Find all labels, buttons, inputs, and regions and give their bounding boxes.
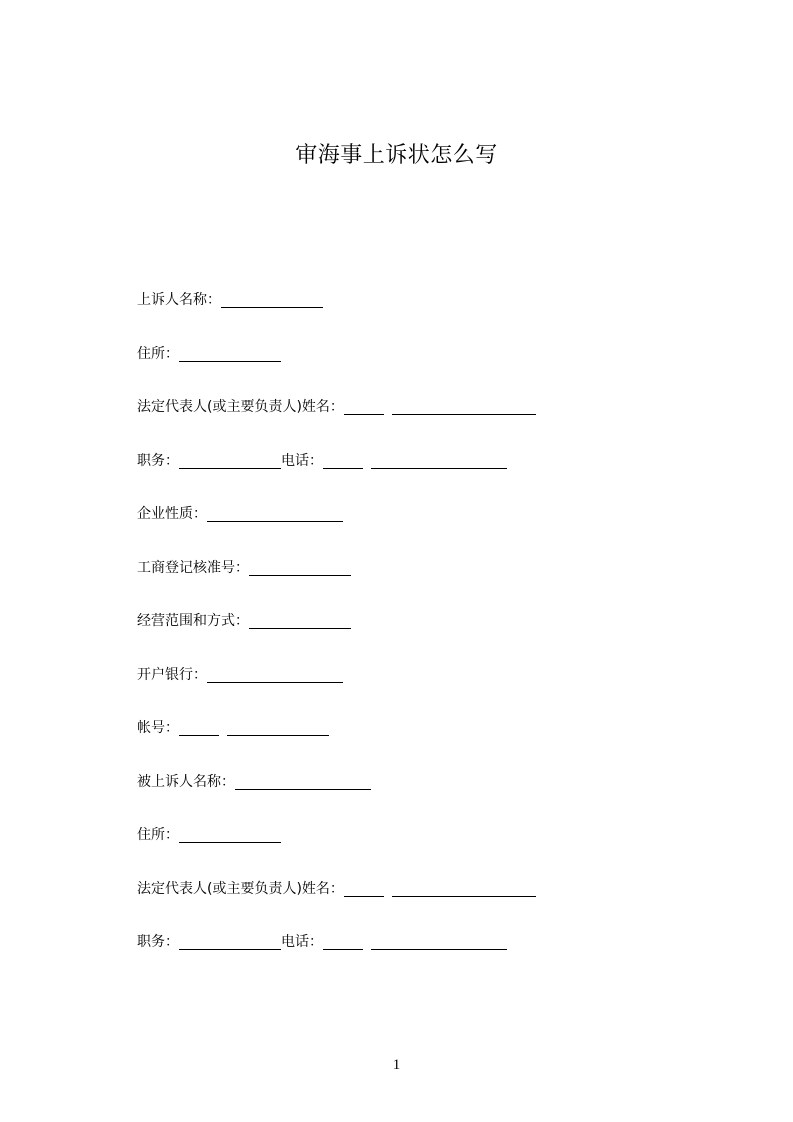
business-scope-blank[interactable] — [249, 611, 351, 629]
appellee-address-line — [137, 823, 697, 877]
appellant-legal-rep-blank-long[interactable] — [392, 397, 536, 415]
appellant-position-phone-line — [137, 449, 697, 503]
appellant-position-label: 职务： — [137, 452, 179, 469]
appellant-position-blank[interactable] — [179, 451, 281, 469]
document-title: 审海事上诉状怎么写 — [295, 143, 498, 168]
appellee-name-blank[interactable] — [235, 772, 371, 790]
appellant-phone-blank-short[interactable] — [323, 451, 363, 469]
account-no-blank-long[interactable] — [227, 718, 329, 736]
business-scope-label: 经营范围和方式： — [137, 613, 249, 629]
account-no-blank-short[interactable] — [179, 718, 219, 736]
appellant-name-line — [137, 288, 697, 342]
account-no-line — [137, 716, 697, 770]
appellant-name-blank[interactable] — [221, 290, 323, 308]
appellant-legal-rep-line — [137, 395, 697, 449]
appellee-name-label: 被上诉人名称： — [137, 773, 235, 790]
business-scope-line — [137, 609, 697, 663]
appellee-phone-blank-short[interactable] — [323, 932, 363, 950]
appellee-legal-rep-blank-long[interactable] — [392, 879, 536, 897]
appellee-position-label: 职务： — [137, 934, 179, 950]
enterprise-nature-line — [137, 502, 697, 556]
business-reg-no-blank[interactable] — [249, 558, 351, 576]
appellee-legal-rep-blank-short[interactable] — [344, 879, 384, 897]
appellee-position-phone-line — [137, 930, 697, 984]
business-reg-no-line — [137, 556, 697, 610]
appellant-address-blank[interactable] — [179, 344, 281, 362]
appeal-form — [137, 288, 697, 984]
appellant-legal-rep-blank-short[interactable] — [344, 397, 384, 415]
business-reg-no-label: 工商登记核准号： — [137, 559, 249, 576]
appellant-address-label: 住所： — [137, 345, 179, 362]
appellee-phone-blank-long[interactable] — [371, 932, 507, 950]
appellee-address-blank[interactable] — [179, 825, 281, 843]
appellee-position-blank[interactable] — [179, 932, 281, 950]
account-no-label: 帐号： — [137, 720, 179, 736]
bank-line — [137, 663, 697, 717]
bank-blank[interactable] — [207, 665, 343, 683]
appellee-name-line — [137, 770, 697, 824]
enterprise-nature-label: 企业性质： — [137, 506, 207, 522]
appellee-address-label: 住所： — [137, 827, 179, 843]
page-number: 1 — [392, 1057, 401, 1073]
appellant-legal-rep-label: 法定代表人(或主要负责人)姓名： — [137, 399, 344, 415]
appellee-phone-label: 电话： — [281, 934, 323, 950]
appellee-legal-rep-line — [137, 877, 697, 931]
appellant-name-label: 上诉人名称： — [137, 292, 221, 308]
enterprise-nature-blank[interactable] — [207, 504, 343, 522]
appellant-phone-label: 电话： — [281, 452, 323, 469]
appellant-address-line — [137, 342, 697, 396]
appellee-legal-rep-label: 法定代表人(或主要负责人)姓名： — [137, 880, 344, 897]
appellant-phone-blank-long[interactable] — [371, 451, 507, 469]
bank-label: 开户银行： — [137, 666, 207, 683]
